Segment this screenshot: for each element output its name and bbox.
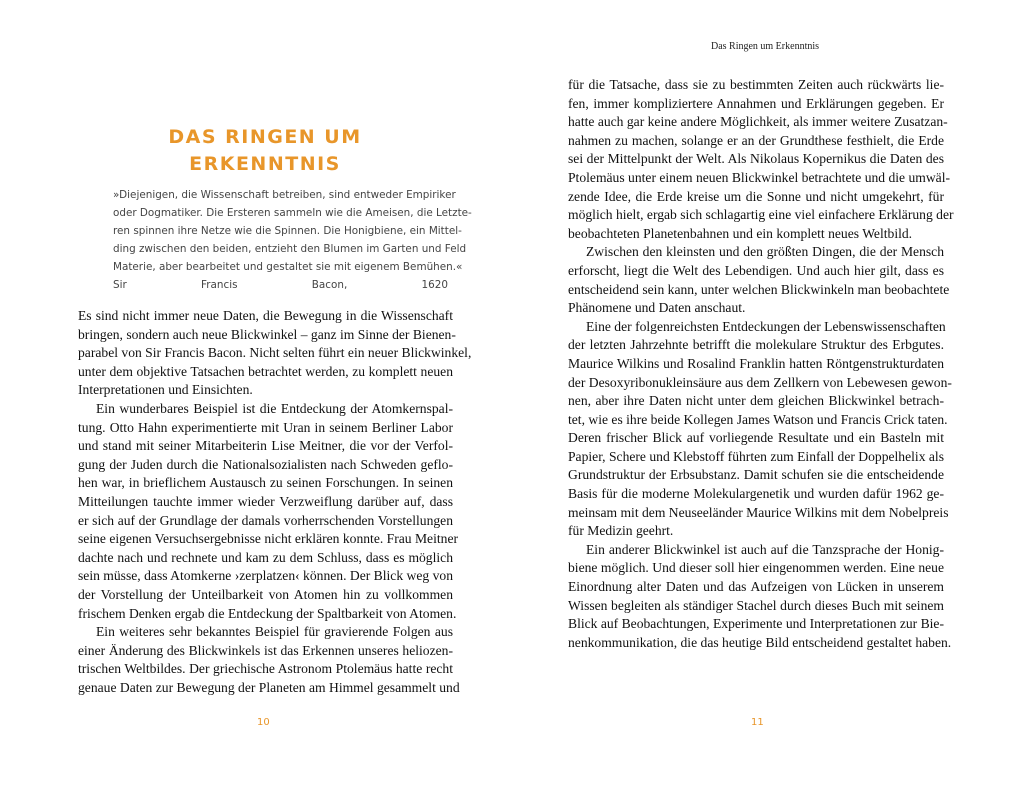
text-line: Ptolemäus unter einem neuen Blickwinkel betrachtete und die umwäl-	[568, 169, 951, 185]
text-line: Ein weiteres sehr bekanntes Beispiel für gravierende Folgen aus	[96, 624, 453, 640]
text-line: Mitteilungen tauchte immer wieder Verzweiflung darüber auf, dass	[78, 493, 453, 509]
text-line: hen war, in brieflichem Austausch zu seinen Forschungen. In seinen	[78, 475, 453, 491]
text-line: erforscht, liegt die Welt des Lebendigen. Und auch hier gilt, dass es	[568, 262, 944, 278]
text-line: Basis für die moderne Molekulargenetik und wurden dafür 1962 ge-	[568, 486, 944, 502]
text-line: möglich hielt, ergab sich schlagartig eine viel einfachere Erklärung der	[568, 207, 954, 223]
text-line: tet, wie es ihre beide Kollegen James Watson und Francis Crick taten.	[568, 411, 948, 427]
text-line: für die Tatsache, dass sie zu bestimmten Zeiten auch rückwärts lie-	[568, 77, 944, 92]
text-line: unter dem objektive Tatsachen betrachtet werden, zu komplett neuen	[78, 363, 453, 379]
text-line: frischem Denken ergab die Entdeckung der Spaltbarkeit von Atomen.	[78, 605, 457, 621]
epigraph-line: oder Dogmatiker. Die Ersteren sammeln wie die Ameisen, die Letzte-	[113, 207, 472, 219]
text-line: zende Idee, die Erde kreise um die Sonne und nicht umgekehrt, für	[568, 188, 944, 204]
chapter-title-line-1: DAS RINGEN UM	[168, 126, 362, 148]
text-line: genaue Daten zur Bewegung der Planeten am Himmel gesammelt und	[78, 679, 460, 695]
chapter-title-line-2: ERKENNTNIS	[189, 153, 341, 175]
epigraph-line: ren spinnen ihre Netze wie die Spinnen. Die Honigbiene, ein Mittel-	[113, 225, 462, 237]
epigraph-line: ding zwischen den beiden, entzieht den Blumen im Garten und Feld	[113, 243, 467, 255]
text-line: sei der Mittelpunkt der Welt. Als Nikolaus Kopernikus die Daten des	[568, 151, 944, 167]
text-line: sein müsse, dass Atomkerne ›zerplatzen‹ können. Der Blick weg von	[78, 568, 453, 584]
text-line: hatte auch gar keine andere Möglichkeit, als immer weitere Zusatzan-	[568, 114, 948, 130]
right-body-text	[568, 76, 954, 652]
text-line: beobachteten Planetenbahnen und ein komplett neues Weltbild.	[568, 225, 913, 241]
epigraph-line: »Diejenigen, die Wissenschaft betreiben, sind entweder Empiriker	[113, 189, 456, 201]
text-line: tung. Otto Hahn experimentierte mit Uran in seinem Berliner Labor	[78, 419, 453, 435]
text-line: nen, aber ihre Daten nicht unter dem gleichen Blickwinkel betrach-	[568, 393, 944, 409]
text-line: gung der Juden durch die Nationalsozialisten nach Schweden geflo-	[78, 456, 453, 472]
text-line: biene möglich. Und dieser soll hier eingenommen werden. Eine neue	[568, 560, 944, 576]
text-line: trischen Weltbildes. Der griechische Astronom Ptolemäus hatte recht	[78, 661, 453, 677]
text-line: Maurice Wilkins und Rosalind Franklin hatten Röntgenstrukturdaten	[568, 355, 944, 371]
text-line: für Medizin geehrt.	[568, 523, 674, 539]
text-line: und stand mit seiner Mitarbeiterin Lise Meitner, die vor der Verfol-	[78, 438, 453, 454]
text-line: entscheidend sein kann, unter welchen Blickwinkeln man beobachtete	[568, 281, 950, 297]
chapter-title	[78, 124, 452, 178]
text-line: fen, immer kompliziertere Annahmen und Erklärungen gegeben. Er	[568, 95, 944, 111]
epigraph-attribution: Sir Francis Bacon, 1620	[113, 279, 448, 291]
text-line: nenkommunikation, die das heutige Bild entscheidend gestaltet haben.	[568, 634, 952, 650]
text-line: Deren frischer Blick auf vorliegende Resultate und ein Basteln mit	[568, 430, 944, 446]
text-line: der letzten Jahrzehnte betrifft die molekulare Struktur des Erbgutes.	[568, 337, 944, 353]
text-line: Interpretationen und Einsichten.	[78, 382, 253, 398]
text-line: seine eigenen Versuchsergebnisse nicht erklären konnte. Frau Meitner	[78, 531, 459, 547]
text-line: der Vorstellung der Unteilbarkeit von Atomen hin zu vollkommen	[78, 586, 453, 602]
epigraph	[113, 186, 472, 294]
text-line: Eine der folgenreichsten Entdeckungen der Lebenswissenschaften	[586, 318, 946, 334]
text-line: Es sind nicht immer neue Daten, die Bewegung in die Wissenschaft	[78, 308, 453, 323]
text-line: Ein wunderbares Beispiel ist die Entdeckung der Atomkernspal-	[96, 400, 453, 416]
text-line: dachte nach und rechnete und kam zu dem Schluss, dass es möglich	[78, 549, 453, 565]
text-line: Blick auf Beobachtungen, Experimente und Interpretationen zur Bie-	[568, 616, 944, 632]
text-line: Einordnung alter Daten und das Aufzeigen von Lücken in unserem	[568, 579, 944, 595]
text-line: Phänomene und Daten anschaut.	[568, 300, 746, 316]
text-line: parabel von Sir Francis Bacon. Nicht selten führt ein neuer Blickwinkel,	[78, 345, 472, 361]
text-line: Zwischen den kleinsten und den größten Dingen, die der Mensch	[586, 244, 944, 260]
text-line: Ein anderer Blickwinkel ist auch auf die Tanzsprache der Honig-	[586, 541, 944, 557]
running-head: Das Ringen um Erkenntnis	[710, 41, 820, 52]
text-line: bringen, sondern auch neue Blickwinkel – ganz im Sinne der Bienen-	[78, 326, 456, 342]
epigraph-line: Materie, aber bearbeitet und gestaltet sie mit eigenem Bemühen.«	[113, 261, 463, 273]
page-number-left: 10	[257, 717, 270, 728]
page-number-right: 11	[751, 717, 764, 728]
text-line: Grundstruktur der Erbsubstanz. Damit schufen sie die entscheidende	[568, 467, 944, 483]
text-line: nahmen zu machen, solange er an der Grundthese festhielt, die Erde	[568, 132, 944, 148]
text-line: Wissen begleiten als ständiger Stachel durch dieses Buch mit seinem	[568, 597, 944, 613]
text-line: Papier, Schere und Klebstoff führten zum Einfall der Doppelhelix als	[568, 448, 944, 464]
left-body-text	[78, 307, 472, 697]
right-page	[510, 0, 1020, 788]
text-line: er sich auf der Grundlage der damals vorherrschenden Vorstellungen	[78, 512, 453, 528]
text-line: einer Änderung des Blickwinkels ist das Erkennen unseres heliozen-	[78, 642, 453, 658]
text-line: der Desoxyribonukleinsäure aus dem Zellkern von Lebewesen gewon-	[568, 374, 952, 390]
text-line: meinsam mit dem Neuseeländer Maurice Wilkins mit dem Nobelpreis	[568, 504, 949, 520]
